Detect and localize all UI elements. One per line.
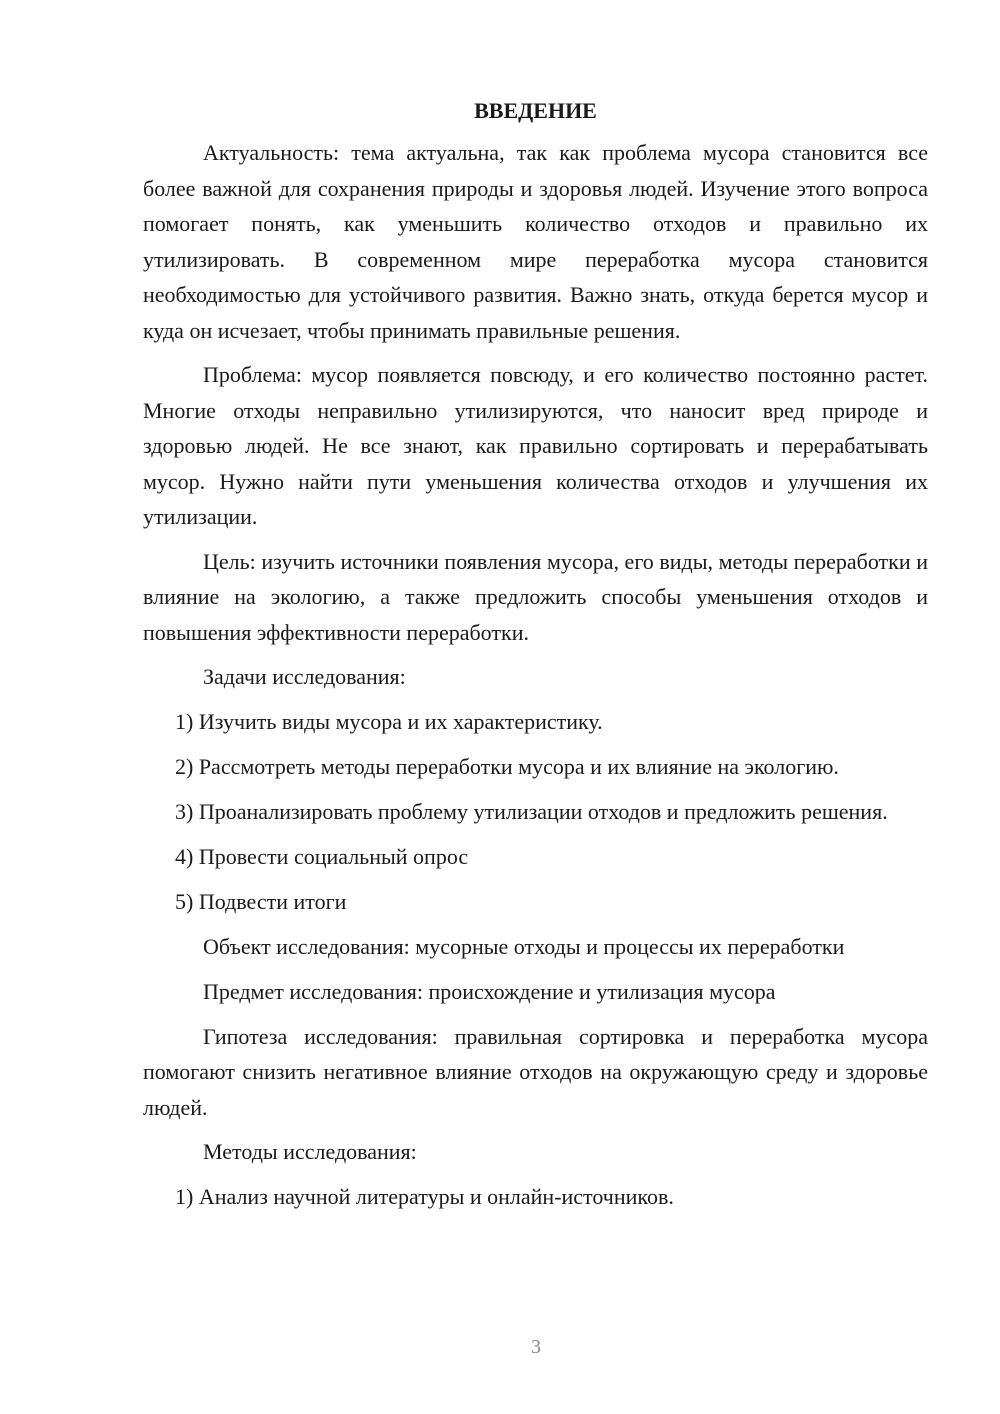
method-item-1: 1) Анализ научной литературы и онлайн-источников. bbox=[175, 1184, 674, 1209]
tasks-heading: Задачи исследования: bbox=[203, 664, 406, 689]
page-body bbox=[143, 95, 928, 1224]
relevance-paragraph: Актуальность: тема актуальна, так как проблема мусора становится все более важной для сохранения природы и здоровья людей. Изучение этого вопроса помогает понять, как уменьшить количество отходов и правильно их утилизировать. В современном мире переработка мусора становится необходимостью для устойчивого развития. Важно знать, откуда берется мусор и куда он исчезает, чтобы принимать правильные решения. bbox=[143, 140, 928, 343]
subject-line: Предмет исследования: происхождение и утилизация мусора bbox=[203, 978, 776, 1004]
task-item-4: 4) Провести социальный опрос bbox=[175, 843, 469, 869]
task-item-1: 1) Изучить виды мусора и их характеристику. bbox=[175, 709, 603, 734]
hypothesis-paragraph: Гипотеза исследования: правильная сортировка и переработка мусора помогают снизить негативное влияние отходов на окружающую среду и здоровье людей. bbox=[143, 1023, 928, 1120]
task-item-2: 2) Рассмотреть методы переработки мусора и их влияние на экологию. bbox=[175, 754, 839, 779]
page-title: ВВЕДЕНИЕ bbox=[474, 98, 597, 123]
page-number: 3 bbox=[531, 1336, 541, 1358]
methods-heading: Методы исследования: bbox=[203, 1139, 417, 1164]
object-line: Объект исследования: мусорные отходы и процессы их переработки bbox=[203, 933, 845, 959]
goal-paragraph: Цель: изучить источники появления мусора, его виды, методы переработки и влияние на экологию, а также предложить способы уменьшения отходов и повышения эффективности переработки. bbox=[143, 548, 928, 645]
task-item-3: 3) Проанализировать проблему утилизации отходов и предложить решения. bbox=[175, 799, 888, 824]
problem-paragraph: Проблема: мусор появляется повсюду, и его количество постоянно растет. Многие отходы неправильно утилизируются, что наносит вред природе и здоровью людей. Не все знают, как правильно сортировать и перерабатывать мусор. Нужно найти пути уменьшения количества отходов и улучшения их утилизации. bbox=[143, 362, 928, 529]
task-item-5: 5) Подвести итоги bbox=[175, 888, 347, 914]
